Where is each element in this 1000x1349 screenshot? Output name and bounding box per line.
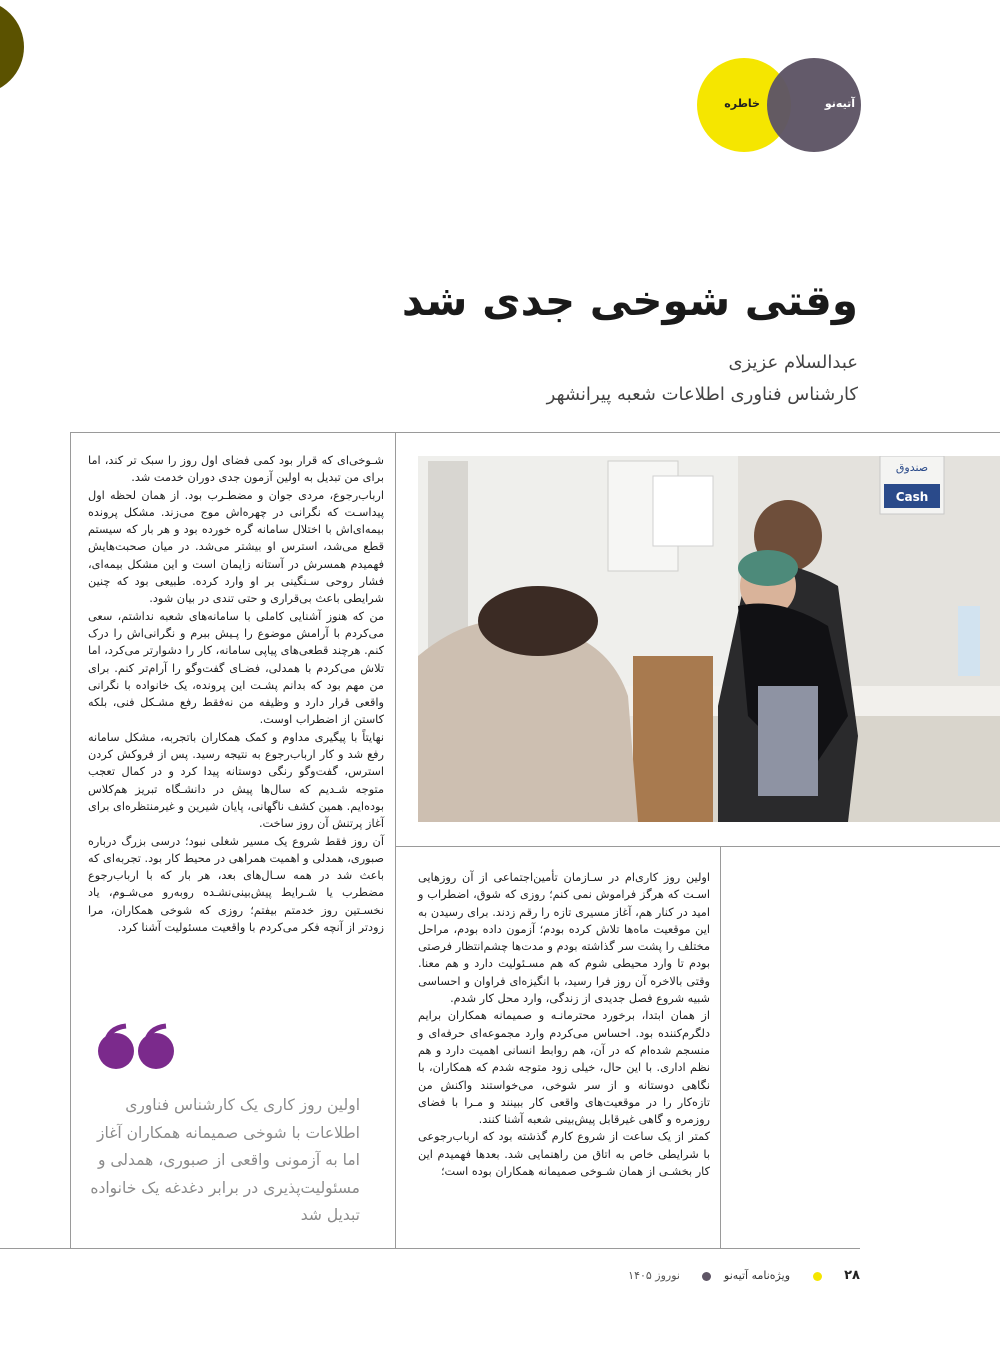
middle-paragraph: از همان ابتدا، برخورد محترمانـه و صمیمانه همکاران برایم دلگرم‌کننده بود. احساس می‌کردم وارد مجموعه‌ای حرفه‌ای و منسجم شده‌ام که در آن، هم روابط انسانی اهمیت دارد و هم نظم اداری. با این حال، خیلی زود متوجه شدم که همکاران، با نگاهی دوستانه و از سر شوخی، می‌خواستند واکنش من تازه‌کار را در موقعیت‌های واقعی کار ببینند و مـرا با فضای روزمره و گاهی غیرقابل پیش‌بینی شعبه آشنا کنند. <box>418 1009 710 1127</box>
article-title: وقتی شوخی جدی شد <box>401 276 858 325</box>
middle-column <box>418 869 710 1180</box>
left-paragraph: آن روز فقط شروع یک مسیر شغلی نبود؛ درسی بزرگ درباره صبوری، همدلی و اهمیت همراهی در محیط کار بود. تجربه‌ای که باعث شد در همه سـال‌های بعد، هر بار که با ارباب‌رجوع مضطرب یا شـرایط پیش‌بینی‌نشـده روبه‌رو می‌شـوم، یاد نخسـتین روز خدمتم بیفتم؛ روزی که شوخی همکاران، مرا زودتر از آنچه فکر می‌کردم با واقعیت مسئولیت آشنا کرد. <box>88 834 384 935</box>
page-number: ۲۸ <box>844 1268 860 1283</box>
middle-paragraph: اولین روز کاری‌ام در سـازمان تأمین‌اجتماعی از آن روزهایی اسـت که هرگز فراموش نمی‌ کنم؛ روزی که شوق، اضطراب و امید در کنار هم، آغاز مسیری تازه را رقم زدند. برای رسیدن به این موقعیت ماه‌ها تلاش کرده بودم؛ آزمون داده بودم، مراحل مختلف را پشت سر گذاشته بودم و مدت‌ها چشم‌انتظار فرصتی بودم تا وارد محیطی شوم که هم مسـئولیت دارد و هم معنا. وقتی بالاخره آن روز فرا رسید، با انگیزه‌ای فراوان و احساسی شبیه شروع فصل جدیدی از زندگی، وارد محل کار شدم. <box>418 871 710 1006</box>
quote-mark-icon <box>92 1022 182 1072</box>
divider-bottom <box>0 1248 860 1249</box>
author-role: کارشناس فناوری اطلاعات شعبه پیرانشهر <box>546 384 858 405</box>
left-paragraph: ارباب‌رجوع، مردی جوان و مضطـرب بود. از همان لحظه اول پیداسـت که نگرانی در چهره‌اش موج می‌زند. مشکل پرونده بیمه‌ای‌اش با اختلال سامانه گره خورده بود و هر بار که سیستم قطع می‌شد، استرس او بیشتر می‌شد. در میان صحبت‌هایش فهمیدم همسرش در آستانه زایمان است و این مشکل بیمه‌ای، فشار روحی سـنگینی بر او وارد کرده. طبیعی بود که چنین شرایطی باعث بی‌قراری و حتی تندی در بیان شود. <box>88 488 384 606</box>
divider-right <box>720 846 721 1248</box>
sign-label-fa: صندوق <box>895 461 929 474</box>
author-name: عبدالسلام عزیزی <box>728 352 858 373</box>
divider-middle <box>395 432 396 1248</box>
footer-issue: نوروز ۱۴۰۵ <box>628 1269 680 1282</box>
divider-photo-bottom <box>395 846 1000 847</box>
article-photo <box>418 456 1000 822</box>
header-circle-overlap <box>0 0 94 94</box>
section-badge-secondary: خاطره <box>724 97 760 110</box>
left-paragraph: شـوخی‌ای که قرار بود کمی فضای اول روز را سبک‌ تر کند، اما برای من تبدیل به اولین آزمون جدی دوران خدمت شد. <box>88 454 384 485</box>
middle-paragraph: کمتر از یک ساعت از شروع کارم گذشته بود که ارباب‌رجوعی با شرایطی خاص به اتاق من راهنمایی شد. بعدها فهمیدم این کار بخشـی از همان شـوخی صمیمانه همکاران بوده است؛ <box>418 1130 710 1179</box>
footer-dot-gray <box>702 1272 711 1281</box>
divider-left <box>70 432 71 1248</box>
pull-quote: اولین روز کاری یک کارشناس فناوری اطلاعات با شوخی صمیمانه همکاران آغاز اما به آزمونی واقعی از صبوری، همدلی و مسئولیت‌پذیری در برابر دغدغه یک خانواده تبدیل شد <box>90 1096 360 1224</box>
sign-label-en: Cash <box>895 490 929 504</box>
left-paragraph: نهایتاً با پیگیری مداوم و کمک همکاران باتجربه، مشکل سامانه رفع شد و کار ارباب‌رجوع به نتیجه رسید. پس از فروکش کردن استرس، گفت‌وگو رنگی دوستانه پیدا کرد و در کمال تعجب متوجه شـدیم که سال‌ها پیش در دانشـگاه تبریز هم‌کلاس بوده‌ایم. همین کشف ناگهانی، پایان شیرین و غیرمنتظره‌ای برای آغاز پرتنش آن روز ساخت. <box>88 730 384 831</box>
divider-top <box>70 432 1000 433</box>
left-column <box>88 452 384 936</box>
section-badge-primary: آتیه‌نو <box>824 97 855 110</box>
footer-magazine-name: ویژه‌نامه آتیه‌نو <box>724 1269 790 1282</box>
footer-dot-yellow <box>813 1272 822 1281</box>
left-paragraph: من که هنوز آشنایی کاملی با سامانه‌های شعبه نداشتم، سعی می‌کردم با آرامش موضوع را پـیش ببرم و نگرانی‌اش را درک کنم. هرچند قطعی‌های پیاپی سامانه، کار را دشوارتر می‌کرد، اما تلاش می‌کردم با همدلی، فضـای گفت‌وگو را آرام‌تر کنم. برای من مهم بود که بدانم پشـت این پرونده، یک خانواده با نگرانی واقعی قرار دارد و وظیفه من نه‌فقط رفع مشـکل فنی، بلکه کاستن از اضطراب اوست. <box>88 609 384 727</box>
